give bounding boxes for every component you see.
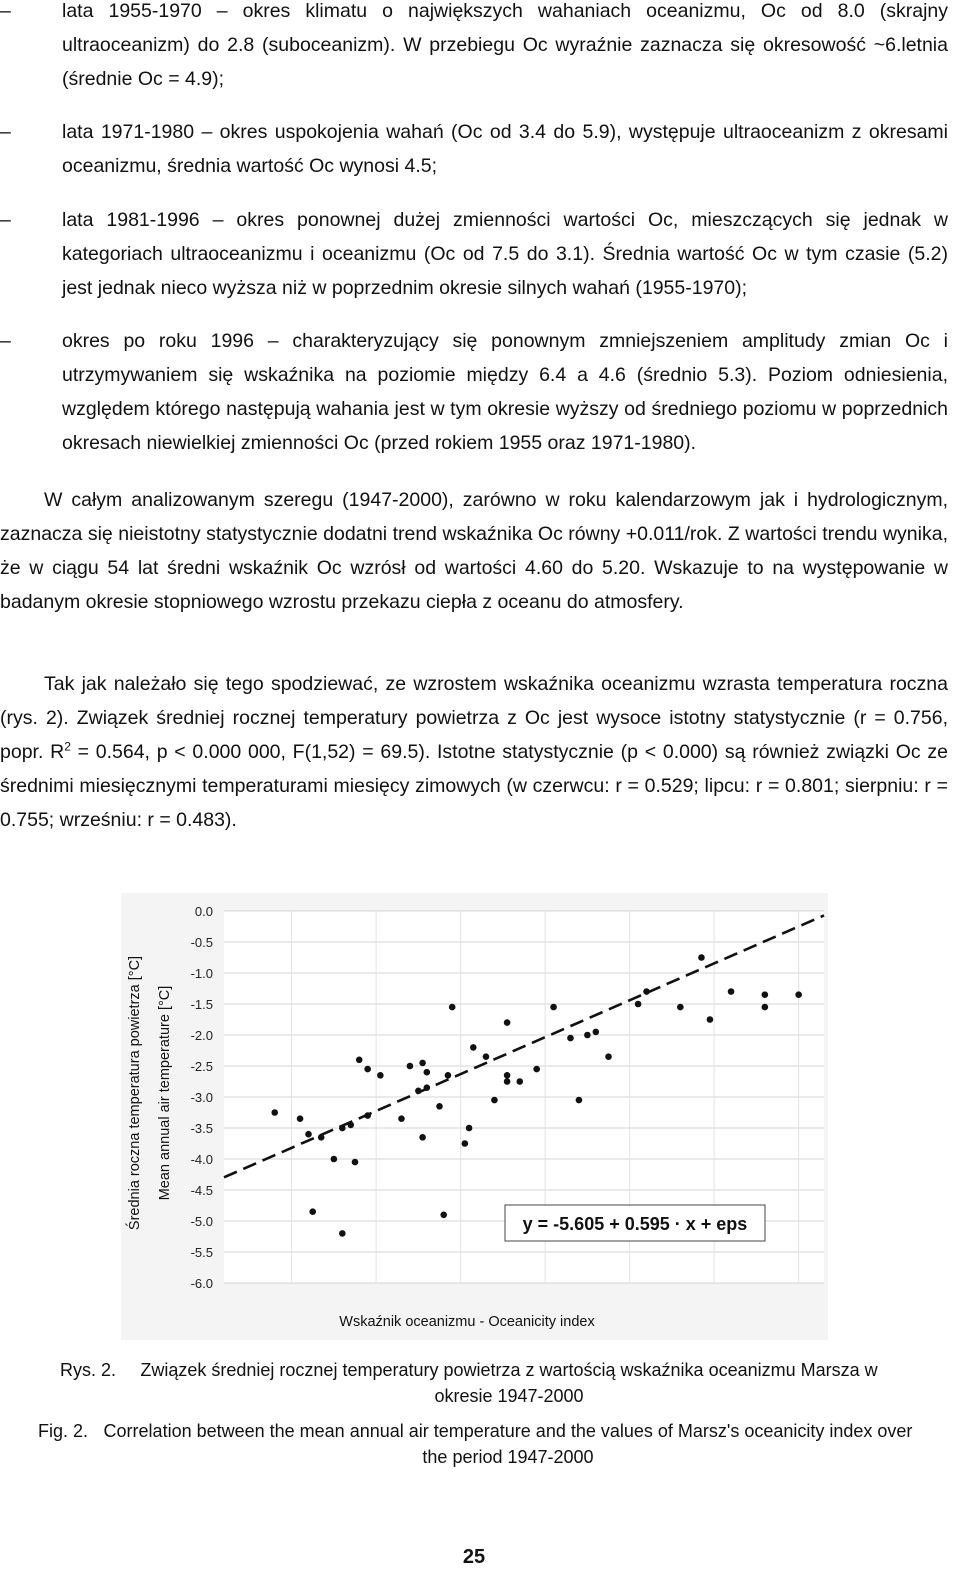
data-point (424, 1084, 431, 1091)
y-tick-label: -5.0 (190, 1214, 213, 1229)
data-point (707, 1016, 714, 1023)
caption-text: Correlation between the mean annual air temperature and the values of Marsz's oceanicity index over the period 1947-2000 (103, 1421, 913, 1467)
data-point (419, 1060, 426, 1067)
list-item-text: lata 1955-1970 – okres klimatu o największych wahaniach oceanizmu, Oc od 8.0 (skrajny ultraoceanizm) do 2.8 (suboceanizm). W przebiegu Oc wyraźnie zaznacza się okresowość ~6.letnia (średnie Oc = 4.9); (62, 0, 948, 90)
data-point (352, 1159, 359, 1166)
list-dash: – (0, 121, 11, 143)
list-dash: – (0, 0, 11, 22)
y-axis-label-en: Mean annual air temperature [°C] (157, 985, 173, 1201)
caption-label: Fig. 2. (38, 1421, 89, 1441)
paragraph-temperature (0, 667, 948, 837)
data-point (271, 1109, 278, 1116)
data-point (762, 1004, 769, 1011)
caption-text: Związek średniej rocznej temperatury powietrza z wartością wskaźnika oceanizmu Marsza w okresie 1947-2000 (140, 1360, 878, 1406)
superscript: 2 (64, 739, 71, 754)
paragraph-trend: W całym analizowanym szeregu (1947-2000), zarówno w roku kalendarzowym jak i hydrologicznym, zaznacza się nieistotny statystycznie dodatni trend wskaźnika Oc równy +0.011/rok. Z wartości trendu wynika, że w ciągu 54 lat średni wskaźnik Oc wzrósł od wartości 4.60 do 5.20. Wskazuje to na występowanie w badanym okresie stopniowego wzrostu przekazu ciepła z oceanu do atmosfery. (0, 489, 948, 613)
data-point (533, 1066, 540, 1073)
scatter-chart (121, 893, 828, 1340)
list-dash: – (0, 209, 11, 231)
data-point (643, 988, 650, 995)
data-point (440, 1212, 447, 1219)
data-point (462, 1140, 469, 1147)
data-point (605, 1053, 612, 1060)
data-point (491, 1097, 498, 1104)
data-point (331, 1156, 338, 1163)
data-point (593, 1029, 600, 1036)
data-point (297, 1115, 304, 1122)
x-axis-label: Wskaźnik oceanizmu - Oceanicity index (339, 1314, 595, 1330)
y-tick-label: -2.5 (190, 1059, 213, 1074)
data-point (449, 1004, 456, 1011)
figure-caption-en (38, 1418, 918, 1470)
data-point (584, 1032, 591, 1039)
y-tick-label: -4.0 (190, 1152, 213, 1167)
data-point (576, 1097, 583, 1104)
data-point (419, 1134, 426, 1141)
list-item-text: lata 1981-1996 – okres ponownej dużej zmienności wartości Oc, mieszczących się jednak w kategoriach ultraoceanizmu i oceanizmu (Oc od 7.5 do 3.1). Średnia wartość Oc w tym czasie (5.2) jest jednak nieco wyższa niż w poprzednim okresie silnych wahań (1955-1970); (62, 209, 948, 299)
y-tick-label: -1.5 (190, 997, 213, 1012)
y-tick-label: -4.5 (190, 1183, 213, 1198)
caption-label: Rys. 2. (60, 1360, 117, 1380)
list-item-after-1996 (0, 324, 948, 460)
data-point (415, 1088, 422, 1095)
figure-caption-pl (60, 1357, 900, 1409)
y-axis-label-pl: Średnia roczna temperatura powietrza [°C] (127, 955, 143, 1231)
data-point (728, 988, 735, 995)
data-point (309, 1208, 316, 1215)
list-dash: – (0, 330, 11, 352)
y-tick-label: -3.0 (190, 1090, 213, 1105)
data-point (504, 1072, 511, 1079)
data-point (364, 1066, 371, 1073)
paragraph-text: = 0.564, p < 0.000 000, F(1,52) = 69.5). Istotne statystycznie (p < 0.000) są również związki Oc ze średnimi miesięcznymi temperaturami miesięcy zimowych (w czerwcu: r = 0.529; lipcu: r = 0.801; sierpniu: r = 0.755; wrześniu: r = 0.483). (0, 741, 948, 831)
data-point (356, 1057, 363, 1064)
paragraph-text: Tak jak należało się tego spodziewać, ze wzrostem wskaźnika oceanizmu wzrasta temperatura roczna (rys. 2). Związek średniej rocznej temperatury powietrza z Oc jest wysoce istotny statystycznie (r = 0.756, popr. R (0, 673, 948, 763)
data-point (516, 1078, 523, 1085)
data-point (339, 1230, 346, 1237)
data-point (483, 1053, 490, 1060)
y-tick-label: -0.5 (190, 935, 213, 950)
data-point (436, 1103, 443, 1110)
y-tick-label: -3.5 (190, 1121, 213, 1136)
data-point (364, 1112, 371, 1119)
y-tick-label: -1.0 (190, 966, 213, 981)
scatter-chart-svg (121, 893, 828, 1340)
data-point (398, 1115, 405, 1122)
data-point (466, 1125, 473, 1132)
data-point (377, 1072, 384, 1079)
data-point (698, 954, 705, 961)
y-tick-label: -5.5 (190, 1245, 213, 1260)
page-number: 25 (462, 1546, 486, 1568)
data-point (305, 1131, 312, 1138)
list-item-text: lata 1971-1980 – okres uspokojenia wahań (Oc od 3.4 do 5.9), występuje ultraoceanizm z okresami oceanizmu, średnia wartość Oc wynosi 4.5; (62, 121, 948, 177)
data-point (677, 1004, 684, 1011)
data-point (470, 1044, 477, 1051)
data-point (504, 1078, 511, 1085)
data-point (407, 1063, 414, 1070)
data-point (762, 991, 769, 998)
y-tick-label: 0.0 (194, 904, 213, 919)
data-point (795, 991, 802, 998)
list-item-text: okres po roku 1996 – charakteryzujący się ponownym zmniejszeniem amplitudy zmian Oc i utrzymywaniem się wskaźnika na poziomie między 6.4 a 4.6 (średnio 5.3). Poziom odniesienia, względem którego następują wahania jest w tym okresie wyższy od średniego poziomu w poprzednich okresach niewielkiej zmienności Oc (przed rokiem 1955 oraz 1971-1980). (62, 330, 948, 454)
data-point (445, 1072, 452, 1079)
data-point (347, 1122, 354, 1129)
data-point (318, 1134, 325, 1141)
list-item-1955-1970 (0, 0, 948, 96)
data-point (550, 1004, 557, 1011)
list-item-1971-1980 (0, 115, 948, 183)
data-point (567, 1035, 574, 1042)
y-tick-label: -2.0 (190, 1028, 213, 1043)
regression-equation: y = -5.605 + 0.595 · x + eps (522, 1214, 748, 1234)
data-point (339, 1125, 346, 1132)
data-point (635, 1001, 642, 1008)
y-tick-label: -6.0 (190, 1276, 213, 1291)
list-item-1981-1996 (0, 203, 948, 305)
data-point (424, 1069, 431, 1076)
data-point (504, 1019, 511, 1026)
